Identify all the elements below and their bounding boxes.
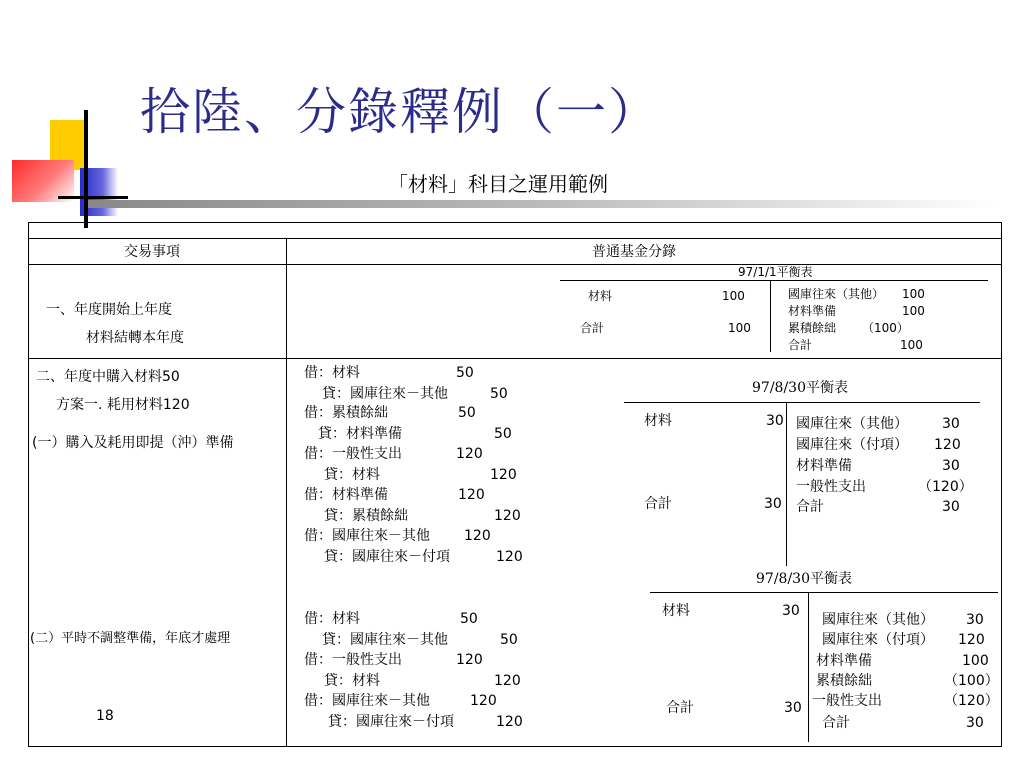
table-border-left (28, 222, 29, 747)
row2-right-label-2: 材料準備 (796, 458, 852, 474)
header-transaction: 交易事項 (124, 244, 180, 260)
row3-entry-value-1: 50 (500, 632, 518, 648)
row3-right-value-0: 30 (966, 612, 984, 628)
row2-entry-value-4: 120 (456, 446, 483, 462)
table-border-bottom (28, 746, 1002, 747)
row2-left-total: 合計 (644, 496, 672, 512)
row3-entry-text-4: 借：國庫往來－其他 (304, 693, 430, 709)
deco-vertical-bar (84, 110, 88, 228)
row2-entry-value-5: 120 (490, 467, 517, 483)
row2-right-value-4: 30 (942, 499, 960, 515)
row3-desc: (二）平時不調整準備，年底才處理 (30, 631, 231, 646)
row3-entry-text-3: 貸：材料 (324, 673, 380, 689)
row2-entry-text-5: 貸：材料 (324, 467, 380, 483)
row1-right-value-3: 100 (900, 338, 923, 352)
row2-entry-text-8: 借：國庫往來－其他 (304, 528, 430, 544)
row2-right-value-0: 30 (942, 416, 960, 432)
row1-bs-vline (770, 280, 771, 352)
row-divider (28, 358, 1002, 359)
row1-desc-line2: 材料結轉本年度 (86, 330, 184, 346)
row2-bs-title: 97/8/30平衡表 (752, 380, 848, 396)
row3-right-label-4: 一般性支出 (812, 693, 882, 709)
row2-entry-text-9: 貸：國庫往來－付項 (324, 549, 450, 565)
row1-right-label-0: 國庫往來（其他） (788, 287, 885, 301)
row3-left-total-value: 30 (784, 700, 802, 716)
row1-left-total-value: 100 (728, 321, 751, 335)
table-border-top (28, 222, 1002, 223)
row3-entry-text-0: 借：材料 (304, 611, 360, 627)
row3-entry-value-5: 120 (496, 714, 523, 730)
row2-right-label-0: 國庫往來（其他） (796, 416, 908, 432)
row1-right-value-0: 100 (902, 287, 925, 301)
row2-entry-text-1: 貸：國庫往來－其他 (322, 386, 448, 402)
row3-right-label-2: 材料準備 (816, 653, 872, 669)
page-subtitle: 「材料」科目之運用範例 (388, 172, 608, 196)
row2-entry-value-1: 50 (490, 386, 508, 402)
row2-left-item: 材料 (644, 413, 672, 429)
row3-right-value-2: 100 (962, 653, 989, 669)
row3-right-value-4: （120） (944, 693, 999, 709)
row3-left-item-value: 30 (782, 603, 800, 619)
row2-entry-text-4: 借：一般性支出 (304, 446, 402, 462)
row1-bs-title: 97/1/1平衡表 (738, 265, 813, 279)
row3-entry-text-2: 借：一般性支出 (304, 652, 402, 668)
row2-right-label-3: 一般性支出 (796, 479, 866, 495)
page-number: 18 (96, 708, 114, 724)
row2-right-label-4: 合計 (796, 499, 824, 515)
row3-entry-value-2: 120 (456, 652, 483, 668)
row2-bs-hline (624, 402, 980, 403)
row2-bs-vline (786, 402, 787, 566)
row1-left-item-value: 100 (722, 289, 745, 303)
row1-right-label-2: 累積餘絀 (788, 321, 837, 335)
row1-right-value-2: （100） (862, 321, 909, 335)
row2-left-total-value: 30 (764, 496, 782, 512)
row1-right-label-1: 材料準備 (788, 304, 837, 318)
row3-right-value-1: 120 (958, 632, 985, 648)
row2-desc-line1: 二、年度中購入材料50 (36, 369, 180, 385)
row3-right-label-1: 國庫往來（付項） (822, 632, 934, 648)
page-title: 拾陸、分錄釋例（一） (140, 83, 660, 141)
row2-entry-value-6: 120 (458, 487, 485, 503)
row2-right-label-1: 國庫往來（付項） (796, 437, 908, 453)
row3-bs-vline (808, 592, 809, 742)
table-border-right (1001, 222, 1002, 747)
row3-left-item: 材料 (662, 603, 690, 619)
row2-entry-text-7: 貸：累積餘絀 (324, 508, 408, 524)
row2-entry-text-2: 借：累積餘絀 (304, 405, 388, 421)
row2-entry-value-0: 50 (456, 365, 474, 381)
row1-right-label-3: 合計 (788, 338, 813, 352)
row3-entry-text-5: 貸：國庫往來－付項 (328, 714, 454, 730)
row3-entry-value-4: 120 (470, 693, 497, 709)
column-divider (286, 238, 287, 747)
row3-left-total: 合計 (666, 700, 694, 716)
row2-entry-value-2: 50 (458, 405, 476, 421)
row3-entry-value-0: 50 (460, 611, 478, 627)
row3-right-label-5: 合計 (822, 715, 850, 731)
row2-entry-text-3: 貸：材料準備 (318, 426, 402, 442)
header-line-bottom (28, 264, 1002, 265)
row2-entry-value-7: 120 (494, 508, 521, 524)
row2-desc-line3: (一）購入及耗用即提（沖）準備 (32, 435, 234, 451)
row3-entry-text-1: 貸：國庫往來－其他 (322, 632, 448, 648)
row2-entry-value-3: 50 (494, 426, 512, 442)
row1-left-total: 合計 (580, 321, 605, 335)
row2-entry-value-8: 120 (464, 528, 491, 544)
row3-bs-hline (650, 592, 998, 593)
row2-right-value-3: （120） (918, 479, 973, 495)
deco-horizontal-bar (58, 196, 128, 199)
row2-entry-text-0: 借：材料 (304, 365, 360, 381)
row2-left-item-value: 30 (766, 413, 784, 429)
row3-right-value-5: 30 (966, 715, 984, 731)
row2-entry-text-6: 借：材料準備 (304, 487, 388, 503)
row3-right-label-3: 累積餘絀 (816, 673, 872, 689)
row3-right-value-3: （100） (944, 673, 999, 689)
row3-right-label-0: 國庫往來（其他） (822, 612, 934, 628)
row1-left-item: 材料 (588, 289, 613, 303)
header-line-top (28, 238, 1002, 239)
row2-right-value-2: 30 (942, 458, 960, 474)
deco-title-underline (88, 200, 1000, 208)
header-fund-entries: 普通基金分錄 (592, 244, 676, 260)
row1-desc-line1: 一、年度開始上年度 (46, 302, 172, 318)
row2-right-value-1: 120 (934, 437, 961, 453)
row1-right-value-1: 100 (902, 304, 925, 318)
row2-desc-line2: 方案一. 耗用材料120 (56, 397, 190, 413)
row1-bs-hline (560, 280, 988, 281)
row3-bs-title: 97/8/30平衡表 (756, 571, 852, 587)
row2-entry-value-9: 120 (496, 549, 523, 565)
row3-entry-value-3: 120 (494, 673, 521, 689)
